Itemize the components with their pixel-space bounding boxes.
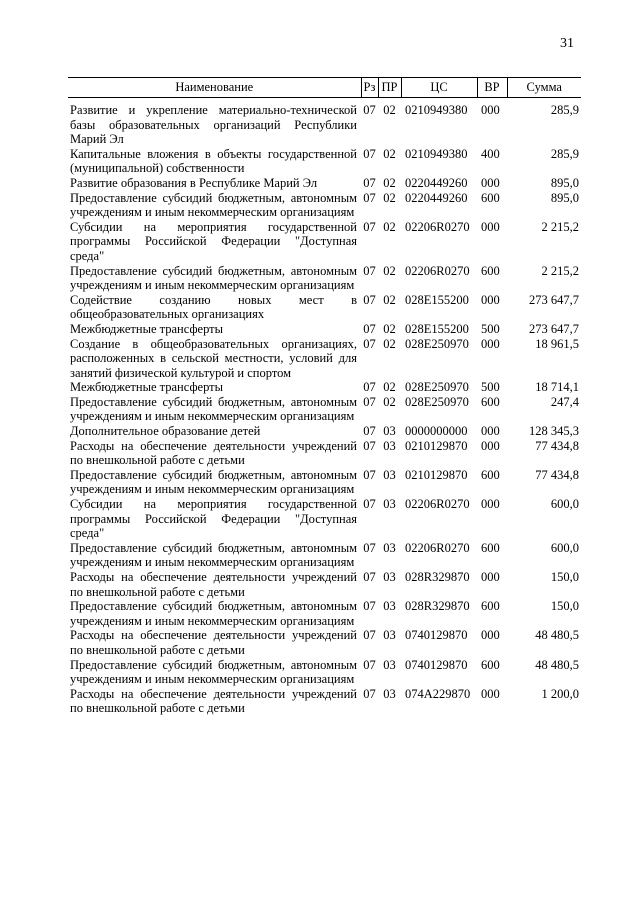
cell-name: Развитие образования в Республике Марий Эл	[70, 175, 318, 190]
table-row	[68, 264, 581, 293]
table-row	[68, 395, 581, 424]
cell-cs: 02206R0270	[405, 540, 470, 555]
cell-pr: 02	[383, 394, 396, 409]
cell-name: Предоставление субсидий бюджетным, автономным учреждениям и иным некоммерческим организациям	[70, 394, 357, 424]
cell-cs: 0220449260	[405, 190, 468, 205]
cell-rz: 07	[363, 497, 376, 512]
cell-sum: 600,0	[550, 540, 579, 555]
page-number: 31	[560, 36, 574, 51]
cell-vr: 000	[481, 336, 500, 351]
table-row	[68, 687, 581, 716]
cell-rz: 07	[363, 657, 376, 672]
cell-sum: 273 647,7	[529, 292, 579, 307]
cell-vr: 600	[481, 467, 500, 482]
table-row	[68, 497, 581, 541]
cell-name: Субсидии на мероприятия государственной программы Российской Федерации "Доступная среда"	[70, 219, 357, 263]
cell-name: Предоставление субсидий бюджетным, автономным учреждениям и иным некоммерческим организациям	[70, 657, 357, 687]
cell-vr: 500	[481, 321, 500, 336]
cell-name: Расходы на обеспечение деятельности учреждений по внешкольной работе с детьми	[70, 686, 357, 716]
cell-rz: 07	[363, 394, 376, 409]
cell-rz: 07	[363, 336, 376, 351]
cell-name: Предоставление субсидий бюджетным, автономным учреждениям и иным некоммерческим организациям	[70, 190, 357, 220]
table-row	[68, 191, 581, 220]
cell-pr: 02	[383, 190, 396, 205]
cell-vr: 600	[481, 263, 500, 278]
cell-cs: 028E250970	[405, 336, 469, 351]
table-row	[68, 541, 581, 570]
cell-pr: 03	[383, 497, 396, 512]
cell-vr: 000	[481, 497, 500, 512]
cell-name: Предоставление субсидий бюджетным, автономным учреждениям и иным некоммерческим организациям	[70, 263, 357, 293]
cell-pr: 02	[383, 175, 396, 190]
header-pr: ПР	[378, 78, 401, 98]
cell-name: Развитие и укрепление материально-технической базы образовательных организаций Республики Марий Эл	[70, 103, 357, 147]
cell-sum: 1 200,0	[541, 686, 579, 701]
cell-sum: 2 215,2	[541, 219, 579, 234]
budget-table	[68, 77, 581, 716]
cell-sum: 18 714,1	[535, 380, 579, 395]
cell-cs: 028E155200	[405, 321, 469, 336]
cell-pr: 03	[383, 628, 396, 643]
table-body	[68, 103, 581, 716]
table-row	[68, 322, 581, 337]
cell-rz: 07	[363, 540, 376, 555]
cell-cs: 028R329870	[405, 570, 470, 584]
table-row	[68, 628, 581, 657]
cell-rz: 07	[363, 380, 376, 395]
cell-vr: 000	[481, 175, 500, 190]
cell-cs: 0220449260	[405, 175, 468, 190]
header-vr: ВР	[477, 78, 507, 98]
cell-cs: 0000000000	[405, 424, 468, 439]
cell-vr: 000	[481, 570, 500, 584]
cell-cs: 0210949380	[405, 146, 468, 161]
cell-vr: 600	[481, 190, 500, 205]
cell-rz: 07	[363, 263, 376, 278]
cell-name: Предоставление субсидий бюджетным, автономным учреждениям и иным некоммерческим организациям	[70, 599, 357, 628]
cell-sum: 247,4	[550, 394, 579, 409]
cell-pr: 02	[383, 146, 396, 161]
cell-name: Капитальные вложения в объекты государственной (муниципальной) собственности	[70, 146, 357, 176]
cell-sum: 150,0	[550, 570, 579, 584]
cell-vr: 600	[481, 394, 500, 409]
cell-sum: 285,9	[550, 146, 579, 161]
cell-cs: 0740129870	[405, 628, 468, 643]
cell-pr: 02	[383, 336, 396, 351]
table-row	[68, 380, 581, 395]
header-sum: Сумма	[507, 78, 581, 98]
cell-vr: 600	[481, 540, 500, 555]
cell-pr: 03	[383, 570, 396, 584]
cell-pr: 02	[383, 103, 396, 117]
cell-name: Предоставление субсидий бюджетным, автономным учреждениям и иным некоммерческим организациям	[70, 540, 357, 570]
table-row	[68, 220, 581, 264]
cell-rz: 07	[363, 686, 376, 701]
table-row	[68, 658, 581, 687]
cell-cs: 028E250970	[405, 394, 469, 409]
cell-vr: 600	[481, 599, 500, 614]
cell-pr: 03	[383, 657, 396, 672]
cell-sum: 77 434,8	[535, 467, 579, 482]
cell-cs: 0210949380	[405, 103, 468, 117]
cell-pr: 03	[383, 686, 396, 701]
cell-sum: 273 647,7	[529, 321, 579, 336]
cell-cs: 0740129870	[405, 657, 468, 672]
header-rz: Рз	[361, 78, 378, 98]
cell-cs: 0210129870	[405, 438, 468, 453]
cell-rz: 07	[363, 103, 376, 117]
table-row	[68, 293, 581, 322]
cell-sum: 150,0	[550, 599, 579, 614]
cell-pr: 02	[383, 263, 396, 278]
cell-rz: 07	[363, 424, 376, 439]
cell-name: Расходы на обеспечение деятельности учреждений по внешкольной работе с детьми	[70, 570, 357, 599]
cell-cs: 074A229870	[405, 686, 471, 701]
cell-cs: 028E155200	[405, 292, 469, 307]
cell-sum: 895,0	[550, 175, 579, 190]
table-row	[68, 570, 581, 599]
cell-sum: 2 215,2	[541, 263, 579, 278]
cell-rz: 07	[363, 175, 376, 190]
cell-pr: 02	[383, 380, 396, 395]
cell-name: Создание в общеобразовательных организациях, расположенных в сельской местности, условий для занятий физической культурой и спортом	[70, 336, 357, 380]
cell-pr: 03	[383, 540, 396, 555]
cell-rz: 07	[363, 321, 376, 336]
cell-name: Субсидии на мероприятия государственной программы Российской Федерации "Доступная среда"	[70, 497, 357, 541]
cell-name: Расходы на обеспечение деятельности учреждений по внешкольной работе с детьми	[70, 438, 357, 468]
cell-pr: 03	[383, 599, 396, 614]
cell-sum: 285,9	[550, 103, 579, 117]
cell-vr: 000	[481, 686, 500, 701]
cell-sum: 48 480,5	[535, 628, 579, 643]
cell-name: Межбюджетные трансферты	[70, 380, 224, 395]
cell-vr: 000	[481, 424, 500, 439]
cell-rz: 07	[363, 190, 376, 205]
cell-name: Межбюджетные трансферты	[70, 321, 224, 336]
cell-pr: 03	[383, 438, 396, 453]
cell-vr: 000	[481, 219, 500, 234]
cell-vr: 000	[481, 103, 500, 117]
table-row	[68, 599, 581, 628]
table-row	[68, 176, 581, 191]
table-row	[68, 439, 581, 468]
cell-name: Содействие созданию новых мест в общеобразовательных организациях	[70, 292, 357, 322]
table-row	[68, 424, 581, 439]
table-row	[68, 337, 581, 381]
table-row	[68, 468, 581, 497]
cell-pr: 03	[383, 467, 396, 482]
cell-cs: 02206R0270	[405, 219, 470, 234]
cell-cs: 02206R0270	[405, 497, 470, 512]
cell-sum: 128 345,3	[529, 424, 579, 439]
cell-pr: 02	[383, 219, 396, 234]
cell-name: Дополнительное образование детей	[70, 424, 261, 439]
budget-table-container	[68, 77, 581, 716]
cell-pr: 02	[383, 321, 396, 336]
cell-sum: 895,0	[550, 190, 579, 205]
cell-cs: 028E250970	[405, 380, 469, 395]
cell-cs: 0210129870	[405, 467, 468, 482]
cell-sum: 600,0	[550, 497, 579, 512]
cell-pr: 03	[383, 424, 396, 439]
cell-rz: 07	[363, 292, 376, 307]
table-row	[68, 103, 581, 147]
cell-rz: 07	[363, 467, 376, 482]
cell-rz: 07	[363, 219, 376, 234]
cell-rz: 07	[363, 599, 376, 614]
header-cs: ЦС	[401, 78, 477, 98]
cell-vr: 600	[481, 657, 500, 672]
cell-pr: 02	[383, 292, 396, 307]
cell-vr: 500	[481, 380, 500, 395]
cell-vr: 000	[481, 438, 500, 453]
cell-rz: 07	[363, 438, 376, 453]
table-header-row	[68, 78, 581, 98]
header-name: Наименование	[68, 78, 361, 98]
cell-rz: 07	[363, 146, 376, 161]
cell-cs: 02206R0270	[405, 263, 470, 278]
cell-sum: 18 961,5	[535, 336, 579, 351]
cell-vr: 000	[481, 292, 500, 307]
cell-vr: 000	[481, 628, 500, 643]
cell-sum: 48 480,5	[535, 657, 579, 672]
cell-name: Расходы на обеспечение деятельности учреждений по внешкольной работе с детьми	[70, 628, 357, 657]
table-row	[68, 147, 581, 176]
cell-vr: 400	[481, 146, 500, 161]
cell-sum: 77 434,8	[535, 438, 579, 453]
cell-rz: 07	[363, 570, 376, 584]
cell-name: Предоставление субсидий бюджетным, автономным учреждениям и иным некоммерческим организациям	[70, 467, 357, 497]
cell-rz: 07	[363, 628, 376, 643]
cell-cs: 028R329870	[405, 599, 470, 614]
